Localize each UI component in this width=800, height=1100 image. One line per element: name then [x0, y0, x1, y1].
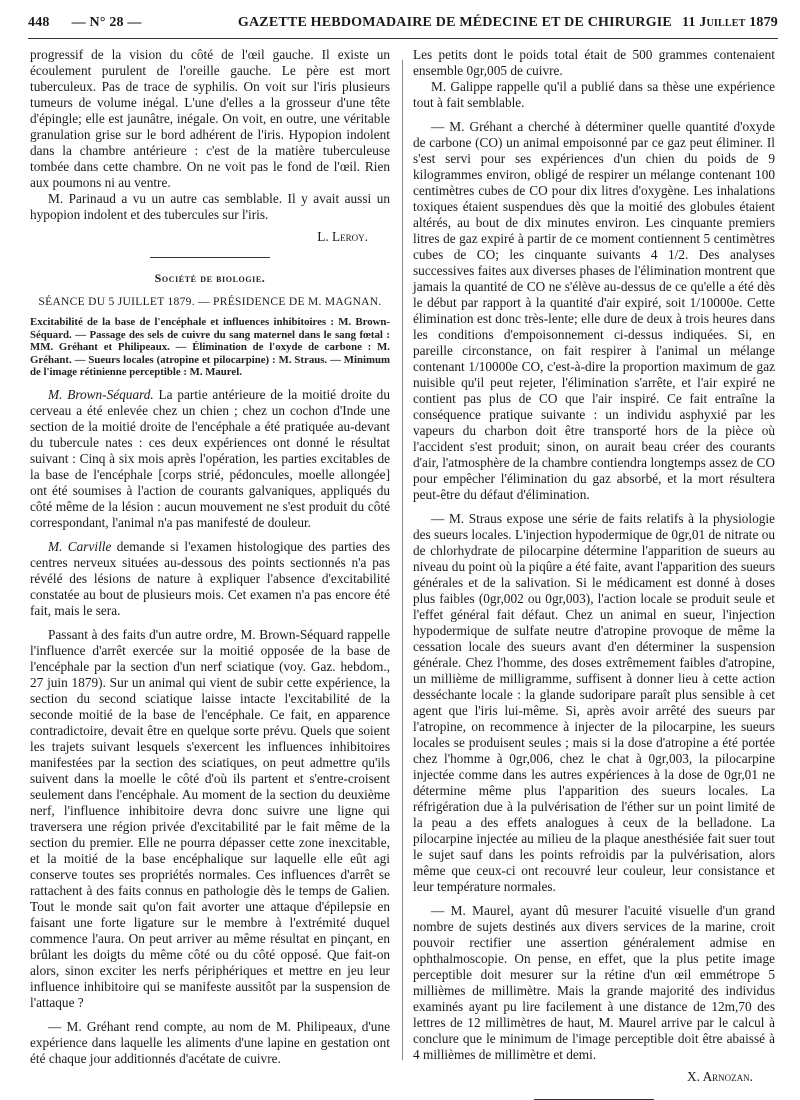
paragraph: — M. Gréhant rend compte, au nom de M. Philipeaux, d'une expérience dans laquelle les aliments d'une lapine en gestation ont été chaque jour additionnés d'acétate de cuivre.	[30, 1018, 390, 1066]
column-rule	[402, 60, 403, 1060]
paragraph: M. Galippe rappelle qu'il a publié dans sa thèse une expérience tout à fait semblable.	[413, 79, 775, 110]
section-separator	[150, 257, 270, 258]
running-header	[28, 10, 778, 36]
speaker-name: M. Brown-Séquard.	[48, 386, 154, 402]
signature: X. Arnozan.	[687, 1069, 753, 1084]
paragraph-text: demande si l'examen histologique des parties des centres nerveux situées au-dessous des points sectionnés n'a pas révélé des lésions de nature à expliquer l'absence d'excitabilité constatée au bout de plusieurs mois. Cet examen n'a pas encore été fait, mais le sera.	[30, 538, 390, 618]
paragraph	[30, 387, 390, 531]
session-summary: Excitabilité de la base de l'encéphale et influences inhibitoires : M. Brown-Séquard. — Passage des sels de cuivre du sang maternel dans le sang fœtal : MM. Gréhant et Philipeaux. — Élimination de l'oxyde de carbone : M. Gréhant. — Sueurs locales (atropine et pilocarpine) : M. Straus. — Minimum de l'image rétinienne perceptible : M. Maurel.	[30, 316, 390, 379]
page-number: 448	[28, 15, 50, 30]
paragraph: — M. Straus expose une série de faits relatifs à la physiologie des sueurs locales. L'injection hypodermique de 0gr,01 de nitrate ou de chlorhydrate de pilocarpine détermine l'apparition de sueurs au niveau du point où la piqûre a été faite, avant l'apparition des sueurs générales et de la salivation. Si le médicament est donné à doses plus faibles (0gr,002 ou 0gr,003), l'action locale se produit seule et l'effet général fait défaut. Chez un animal en sueur, l'injection hypodermique de sulfate neutre d'atropine provoque de même la cessation locale des sueurs avant d'en déterminer la suspension générale. Chez l'homme, des doses extrêmement faibles d'atropine, un millième de milligramme, suffisent à donner lieu à cette action desséchante locale : la glande sudoripare paraît plus sensible à cet agent que l'iris lui-même. Si, après avoir arrêté des sueurs par l'atropine, on recommence à injecter de la pilocarpine, les sueurs locales se produisent seules ; mais si la dose d'atropine a été portée chez l'homme à 0gr,006, chez le chat à 0gr,003, la pilocarpine injectée comme dans les autres expériences à la dose de 0gr,01 ne détermine même plus l'apparition des sueurs locales. La réfrigération due à la pulvérisation de l'éther sur un point limité de la peau a des effets analogues à ceux de la belladone. La pilocarpine injectée au milieu de la plaque anesthésiée fait suer tout le sujet sauf dans les points refroidis par la pulvérisation, alors même que ceux-ci ont recouvré leur couleur, leur consistance et leur température normales.	[413, 511, 775, 894]
header-rule	[28, 38, 778, 39]
session-line: SÉANCE DU 5 JUILLET 1879. — PRÉSIDENCE DE M. MAGNAN.	[38, 296, 382, 308]
paragraph: Passant à des faits d'un autre ordre, M. Brown-Séquard rappelle l'influence d'arrêt exercée sur la moitié opposée de la base de l'encéphale par la section d'un nerf sciatique (voy. Gaz. hebdom., 27 juin 1879). Sur un animal qui vient de subir cette expérience, la section du second sciatique laisse intacte l'excitabilité de la seconde moitié de la base de l'encéphale. Ce fait, en apparence contradictoire, devait être en quelque sorte prévu. Quels que soient les trajets suivant lesquels s'exercent les influences inhibitoires manifestées par la section des sciatiques, on peut admettre qu'ils suivent dans la moelle le côté d'où ils partent et s'entre-croisent seulement dans l'encéphale. Au moment de la section du deuxième nerf, l'influence inhibitoire devra donc suivre une ligne qui traversera une région privée d'excitabilité par le fait même de la section du premier. Elle ne pourra dépasser cette zone inexcitable, et la moitié de la base encéphalique sur laquelle elle eût agi conserve toutes ses propriétés normales. Ces influences d'arrêt se rattachent à des faits connus en pathologie dès le temps de Galien. Tout le monde sait qu'on fait avorter une attaque d'épilepsie en faisant une forte ligature sur le membre à l'extrémité duquel commence l'aura. On peut arriver au même résultat en pinçant, en brûlant les doigts du même côté ou du côté opposé. Que fait-on alors, sinon exciter les nerfs périphériques et mettre en jeu leur influence inhibitoire qui se manifeste aussitôt par la suspension de l'attaque ?	[30, 626, 390, 1010]
paragraph: — M. Gréhant a cherché à déterminer quelle quantité d'oxyde de carbone (CO) un animal empoisonné par ce gaz peut éliminer. Il s'est servi pour ses expériences d'un chien du poids de 9 kilogrammes environ, obligé de respirer un mélange contenant 100 centimètres cubes de CO pour dix litres d'oxygène. Les inhalations toxiques étaient suspendues dès que la moitié des globules étaient altérés, au bout de dix minutes environ. Les cinquante premiers litres de gaz expiré à partir de ce moment contiennent 5 centimètres cubes de CO; les cinquante suivants 4 1/2. Des analyses successives faites aux diverses phases de l'élimination montrent que jamais la quantité de CO ne s'élève au-dessus de ce qu'elle a été dès le début par rapport à la quantité d'air expiré, soit 1/10000e. Cette élimination est donc très-lente; elle dure de deux à trois heures dans les conditions d'empoisonnement ci-dessus indiquées. Si, en pareille circonstance, on fait respirer à l'animal un mélange contenant 1/10000e CO, c'est-à-dire la proportion maximum de gaz nuisible qu'il peut rejeter, l'élimination s'arrête, et l'air expiré ne contient pas plus de CO que l'air inspiré. Ce fait entraîne la conséquence pratique suivante : un individu asphyxié par les vapeurs du charbon doit être transporté hors de la pièce où l'accident s'est produit; sinon, on aurait beau créer des courants d'air, l'atmosphère de la chambre contiendra longtemps assez de CO pour empêcher l'élimination du gaz absorbé, et la mort résultera peut-être du défaut d'élimination.	[413, 119, 775, 502]
section-title: Société de biologie.	[154, 271, 266, 285]
paragraph: progressif de la vision du côté de l'œil gauche. Il existe un écoulement purulent de l'oreille gauche. Le père est mort tuberculeux. Pas de trace de syphilis. On voit sur l'iris plusieurs tumeurs de volume inégal. L'une d'elles a la grosseur d'une tête d'épingle; elle est jaunâtre, inégale. On voit, en outre, une véritable granulation grise sur le bord adhérent de l'iris. Hypopion indolent dans la chambre antérieure : c'est de la matière tuberculeuse tombée dans cette chambre. On ne voit pas le fond de l'œil. Rien aux poumons ni au ventre.	[30, 47, 390, 190]
issue-number: — N° 28 —	[71, 15, 142, 30]
paragraph-text: La partie antérieure de la moitié droite du cerveau a été enlevée chez un chien ; chez un cochon d'Inde une section de la moitié droite de l'encéphale a été pratiquée au-devant du tubercule nates : ces deux expériences ont donné le résultat suivant : Cinq à six mois après l'opération, les parties excitables de la base de l'encéphale [corps strié, pédoncules, moelle allongée] ont été soumises à l'action de courants galvaniques, appliqués du côté même de la lésion : aucun mouvement ne s'est produit du côté correspondant, l'animal n'a pas manifesté de douleur.	[30, 386, 390, 530]
speaker-name: M. Carville	[48, 538, 112, 554]
paragraph: M. Parinaud a vu un autre cas semblable. Il y avait aussi un hypopion indolent et des tubercules sur l'iris.	[30, 191, 390, 222]
issue-date: 11 Juillet 1879	[681, 15, 778, 30]
signature: L. Leroy.	[317, 229, 368, 244]
paragraph	[30, 539, 390, 619]
paragraph: Les petits dont le poids total était de 500 grammes contenaient ensemble 0gr,005 de cuivre.	[413, 47, 775, 78]
paragraph: — M. Maurel, ayant dû mesurer l'acuité visuelle d'un grand nombre de sujets destinés aux divers services de la marine, croit pouvoir rectifier une assertion généralement admise en ophthalmoscopie. On pense, en effet, que la plus petite image perceptible doit mesurer sur la rétine d'un œil emmétrope 5 millièmes de millimètre. Mais la grande majorité des individus examinés ayant pu lire facilement à une distance de 12m,70 des lettres de 12 millimètres de haut, M. Maurel arrive par le calcul à conclure que le minimum de l'image perceptible doit être abaissé à 4 millièmes de millimètre et demi.	[413, 903, 775, 1062]
journal-title: GAZETTE HEBDOMADAIRE DE MÉDECINE ET DE CHIRURGIE	[237, 15, 672, 30]
left-column	[30, 47, 390, 1067]
header-center	[72, 15, 672, 31]
right-column	[413, 47, 775, 1100]
